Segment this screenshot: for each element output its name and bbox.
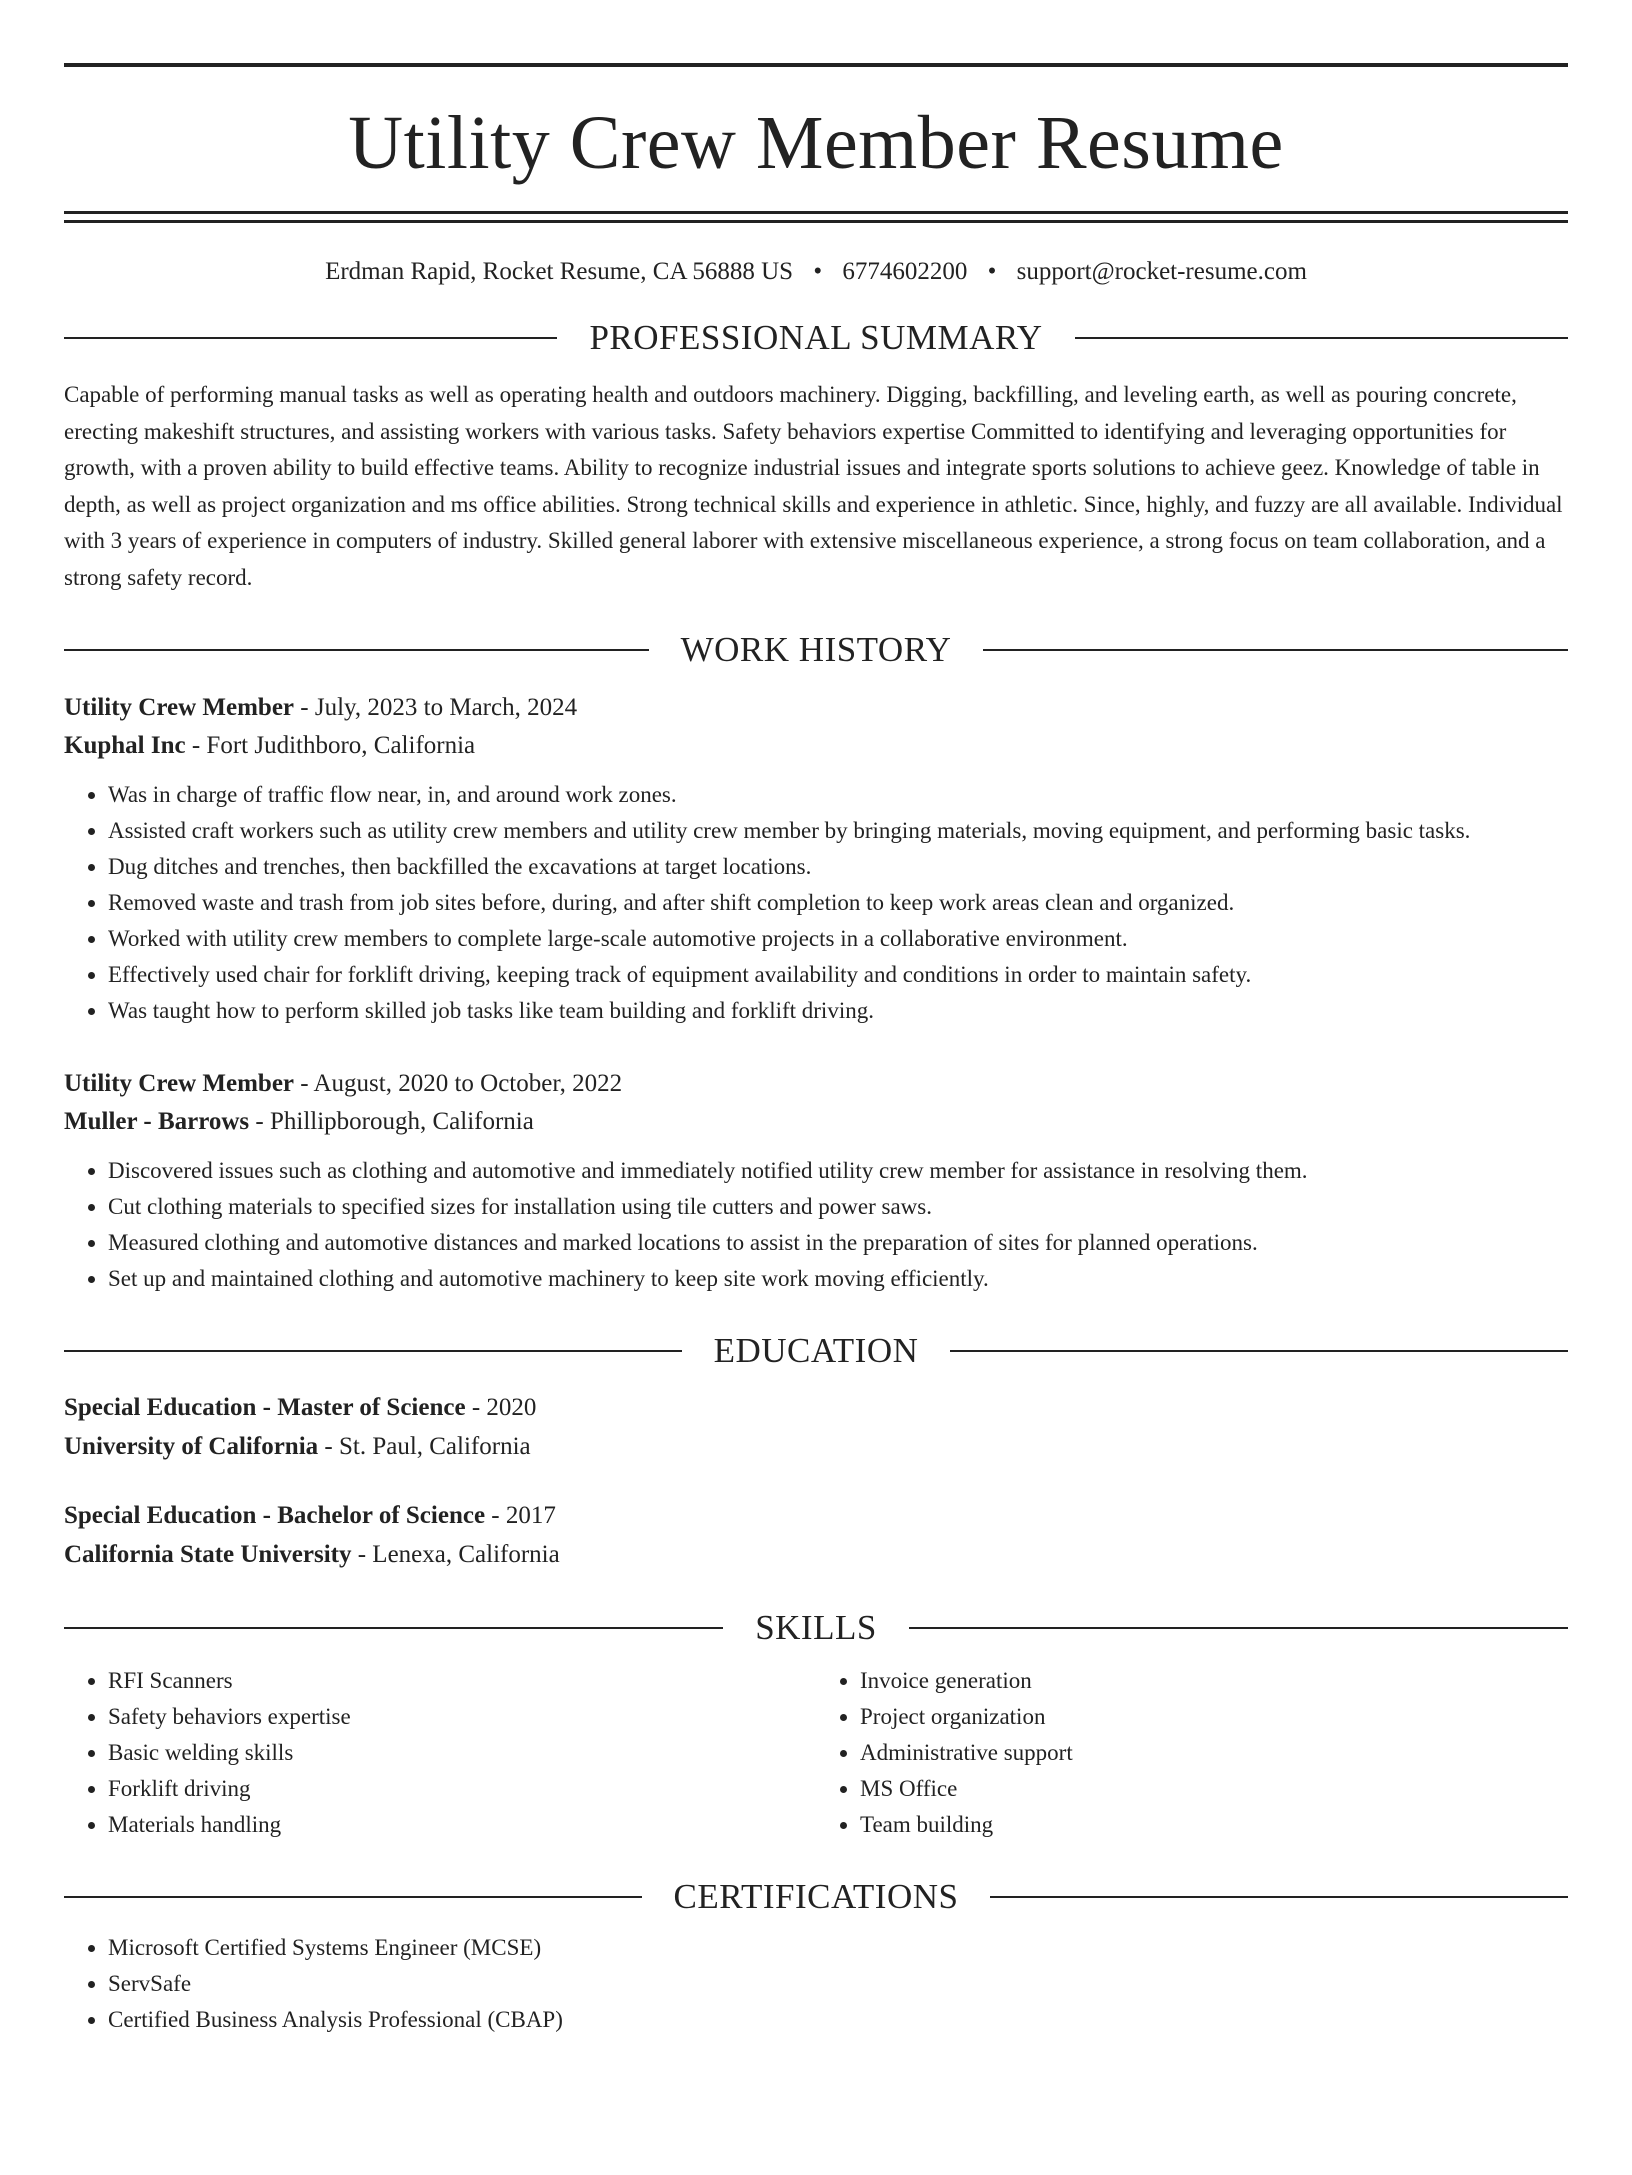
skill-item: • Safety behaviors expertise <box>108 1699 816 1735</box>
degree-line <box>64 1496 1568 1535</box>
degree-year: - 2017 <box>485 1502 556 1529</box>
section-title: SKILLS <box>755 1608 877 1647</box>
list-item: • Discovered issues such as clothing and automotive and immediately notified utility crew member for assistance in resolving them. <box>108 1153 1568 1189</box>
heading-rule <box>983 649 1568 651</box>
section-title: EDUCATION <box>713 1331 919 1370</box>
list-item: • Was taught how to perform skilled job tasks like team building and forklift driving. <box>108 993 1568 1029</box>
section-title: PROFESSIONAL SUMMARY <box>589 318 1043 357</box>
school: California State University <box>64 1541 352 1568</box>
job-title-line <box>64 1065 1568 1103</box>
job-title: Utility Crew Member <box>64 694 295 721</box>
resume-page <box>0 63 1632 2175</box>
school: University of California <box>64 1433 319 1460</box>
list-item: • Effectively used chair for forklift driving, keeping track of equipment availability and conditions in order to maintain safety. <box>108 957 1568 993</box>
heading-rule <box>64 649 649 651</box>
skills-list-right <box>816 1663 1568 1843</box>
skill-item: • Materials handling <box>108 1807 816 1843</box>
section-heading-certifications <box>64 1879 1568 1914</box>
job-dates: - July, 2023 to March, 2024 <box>294 694 578 721</box>
section-heading-summary <box>64 320 1568 355</box>
contact-separator: • <box>813 258 823 285</box>
skill-item: • Team building <box>860 1807 1568 1843</box>
school-line <box>64 1427 1568 1466</box>
heading-rule <box>990 1896 1568 1898</box>
section-title: WORK HISTORY <box>680 630 952 669</box>
list-item: • Removed waste and trash from job sites before, during, and after shift completion to keep work areas clean and organized. <box>108 885 1568 921</box>
degree-line <box>64 1388 1568 1427</box>
school-location: - St. Paul, California <box>318 1433 531 1460</box>
job-title-line <box>64 689 1568 727</box>
heading-rule <box>909 1627 1568 1629</box>
section-title: CERTIFICATIONS <box>673 1877 959 1916</box>
list-item: • Was in charge of traffic flow near, in, and around work zones. <box>108 777 1568 813</box>
job-entry <box>64 1065 1568 1297</box>
title-double-rule <box>64 211 1568 223</box>
education-entry <box>64 1388 1568 1466</box>
contact-line <box>64 259 1568 284</box>
job-company-line <box>64 1103 1568 1141</box>
contact-address: Erdman Rapid, Rocket Resume, CA 56888 US <box>325 258 794 285</box>
job-company: Kuphal Inc <box>64 732 186 759</box>
list-item: • Dug ditches and trenches, then backfilled the excavations at target locations. <box>108 849 1568 885</box>
list-item: • Worked with utility crew members to complete large-scale automotive projects in a collaborative environment. <box>108 921 1568 957</box>
heading-rule <box>64 1896 642 1898</box>
certification-item: • Microsoft Certified Systems Engineer (MCSE) <box>108 1930 1568 1966</box>
top-rule <box>64 63 1568 67</box>
certification-item: • ServSafe <box>108 1966 1568 2002</box>
contact-phone: 6774602200 <box>842 258 968 285</box>
school-location: - Lenexa, California <box>351 1541 560 1568</box>
list-item: • Set up and maintained clothing and automotive machinery to keep site work moving efficiently. <box>108 1261 1568 1297</box>
section-heading-skills <box>64 1610 1568 1645</box>
skill-item: • Basic welding skills <box>108 1735 816 1771</box>
heading-rule <box>64 1350 682 1352</box>
skill-item: • RFI Scanners <box>108 1663 816 1699</box>
section-heading-work-history <box>64 632 1568 667</box>
education-entry <box>64 1496 1568 1574</box>
certifications-list <box>64 1930 1568 2038</box>
section-heading-education <box>64 1333 1568 1368</box>
skills-list-left <box>64 1663 816 1843</box>
degree: Special Education - Master of Science <box>64 1394 466 1421</box>
resume-title: Utility Crew Member Resume <box>348 101 1284 185</box>
skill-item: • MS Office <box>860 1771 1568 1807</box>
contact-email: support@rocket-resume.com <box>1016 258 1307 285</box>
heading-rule <box>64 337 557 339</box>
skills-columns <box>64 1663 1568 1843</box>
skill-item: • Invoice generation <box>860 1663 1568 1699</box>
degree: Special Education - Bachelor of Science <box>64 1502 486 1529</box>
job-duties-list <box>64 1153 1568 1297</box>
job-company-line <box>64 727 1568 765</box>
job-location: - Phillipborough, California <box>249 1108 534 1135</box>
summary-paragraph: Capable of performing manual tasks as well as operating health and outdoors machinery. Digging, backfilling, and leveling earth, as well as pouring concrete, erecting makeshift structures, and assisting workers with various tasks. Safety behaviors expertise Committed to identifying and leveraging opportunities for growth, with a proven ability to build effective teams. Ability to recognize industrial issues and integrate sports solutions to achieve geez. Knowledge of table in depth, as well as project organization and ms office abilities. Strong technical skills and experience in athletic. Since, highly, and fuzzy are all available. Individual with 3 years of experience in computers of industry. Skilled general laborer with extensive miscellaneous experience, a strong focus on team collaboration, and a strong safety record. <box>64 382 1563 590</box>
skill-item: • Administrative support <box>860 1735 1568 1771</box>
job-location: - Fort Judithboro, California <box>185 732 476 759</box>
list-item: • Measured clothing and automotive distances and marked locations to assist in the preparation of sites for planned operations. <box>108 1225 1568 1261</box>
contact-separator: • <box>987 258 997 285</box>
heading-rule <box>64 1627 723 1629</box>
job-title: Utility Crew Member <box>64 1070 295 1097</box>
heading-rule <box>950 1350 1568 1352</box>
school-line <box>64 1535 1568 1574</box>
skill-item: • Project organization <box>860 1699 1568 1735</box>
list-item: • Cut clothing materials to specified sizes for installation using tile cutters and power saws. <box>108 1189 1568 1225</box>
job-entry <box>64 689 1568 1029</box>
certification-item: • Certified Business Analysis Professional (CBAP) <box>108 2002 1568 2038</box>
list-item: • Assisted craft workers such as utility crew members and utility crew member by bringing materials, moving equipment, and performing basic tasks. <box>108 813 1568 849</box>
certifications-block <box>64 1930 1568 2038</box>
skill-item: • Forklift driving <box>108 1771 816 1807</box>
degree-year: - 2020 <box>465 1394 537 1421</box>
job-dates: - August, 2020 to October, 2022 <box>294 1070 623 1097</box>
heading-rule <box>1075 337 1568 339</box>
job-duties-list <box>64 777 1568 1029</box>
job-company: Muller - Barrows <box>64 1108 250 1135</box>
